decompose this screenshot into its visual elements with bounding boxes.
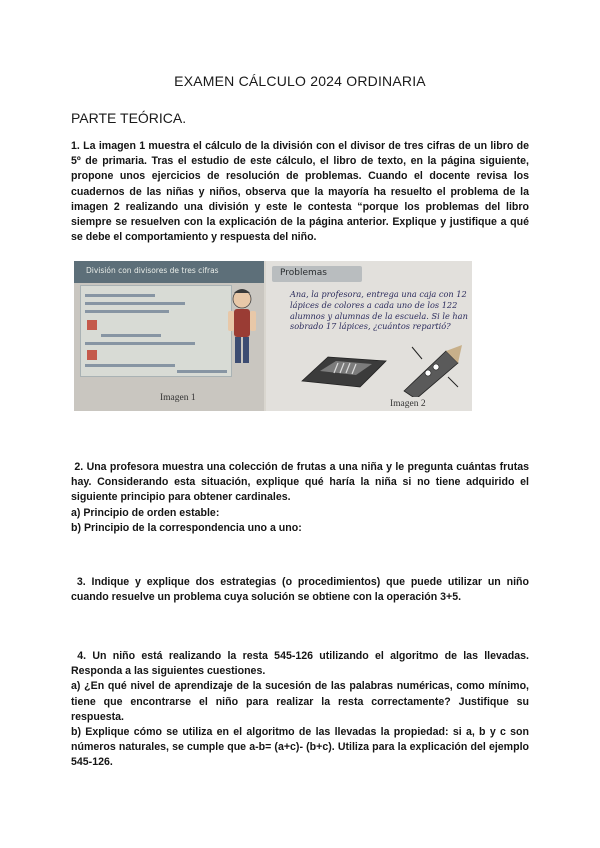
- question-4-text: Un niño está realizando la resta 545-126 utilizando el algoritmo de las llevadas. Responda a las siguientes cuestiones.: [71, 650, 529, 678]
- image-1-content-area: [80, 285, 232, 377]
- figure-images: [74, 261, 472, 411]
- image-1-text-line: [101, 334, 161, 337]
- section-heading: PARTE TEÓRICA.: [71, 110, 187, 126]
- question-2-item-b: b) Principio de la correspondencia uno a uno:: [71, 521, 302, 534]
- question-3-paragraph: [71, 575, 529, 605]
- question-2-item-a: a) Principio de orden estable:: [71, 506, 220, 519]
- question-2-paragraph: [71, 460, 529, 506]
- image-2-caption: Imagen 2: [390, 399, 426, 409]
- image-2-handwritten-problem: Ana, la profesora, entrega una caja con 12 lápices de colores a cada uno de los 122 alumnos y alumnas de la escuela. Si le han sobrado 17 lápices, ¿cuántos repartió?: [290, 289, 468, 332]
- question-3: [71, 575, 529, 605]
- image-1-caption: Imagen 1: [160, 393, 196, 403]
- question-2-number: 2.: [74, 461, 84, 473]
- image-1-text-line: [85, 302, 185, 305]
- question-4: [71, 649, 529, 771]
- question-4-number: 4.: [77, 650, 87, 662]
- image-2-title: Problemas: [280, 268, 327, 278]
- image-1-text-line: [177, 370, 227, 373]
- image-1-text-line: [85, 294, 155, 297]
- image-1-header-bar: [74, 261, 264, 283]
- image-1-step-marker: [87, 350, 97, 360]
- question-1-text: La imagen 1 muestra el cálculo de la división con el divisor de tres cifras de un libro de 5º de primaria. Tras el estudio de este cálculo, el libro de texto, en la página siguiente, propone unos ejercicios de resolución de problemas. Cuando el docente revisa los cuadernos de las niñas y niños, observa que la mayoría ha resuelto el problema de la imagen 2 realizando una división y este le contesta “porque los problemas del libro siempre se resuelven con la explicación de la página anterior. Explique y justifique a qué se debe el comportamiento y respuesta del niño.: [71, 140, 529, 244]
- image-1-header-text: División con divisores de tres cifras: [86, 266, 219, 275]
- image-1-text-line: [85, 310, 169, 313]
- image-1-text-line: [85, 342, 195, 345]
- question-3-number: 3.: [76, 576, 86, 588]
- question-2-text: Una profesora muestra una colección de frutas a una niña y le pregunta cuántas frutas hay. Considerando esta situación, explique qué haría la niña si no tiene adquirido el siguiente principio para obtener cardinales.: [71, 461, 530, 504]
- question-4-item-a: a) ¿En qué nivel de aprendizaje de la sucesión de las palabras numéricas, como mínimo, tiene que encontrarse el niño para realizar la resta correctamente? Justifique su respuesta.: [71, 680, 529, 723]
- question-1-number: 1.: [71, 140, 80, 152]
- pencil-character-illustration: [398, 337, 464, 397]
- image-1-character-illustration: [224, 287, 260, 367]
- question-4-paragraph: [71, 649, 529, 679]
- image-1-textbook-page: [74, 261, 264, 411]
- question-3-text: Indique y explique dos estrategias (o procedimientos) que puede utilizar un niño cuando resuelve un problema cuya solución se obtiene con la operación 3+5.: [71, 576, 529, 604]
- image-1-step-marker: [87, 320, 97, 330]
- question-2: [71, 460, 529, 536]
- image-1-text-line: [85, 364, 175, 367]
- exam-title: EXAMEN CÁLCULO 2024 ORDINARIA: [174, 73, 426, 89]
- question-1-paragraph: [71, 139, 529, 245]
- image-2-problem-page: [266, 261, 472, 411]
- question-1: [71, 139, 529, 245]
- pencil-box-illustration: [298, 351, 388, 391]
- image-2-title-box: [272, 266, 362, 282]
- question-4-item-b: b) Explique cómo se utiliza en el algoritmo de las llevadas la propiedad: si a, b y c son números naturales, se cumple que a-b= (a+c)- (b+c). Utiliza para la explicación del ejemplo 545-126.: [71, 726, 529, 769]
